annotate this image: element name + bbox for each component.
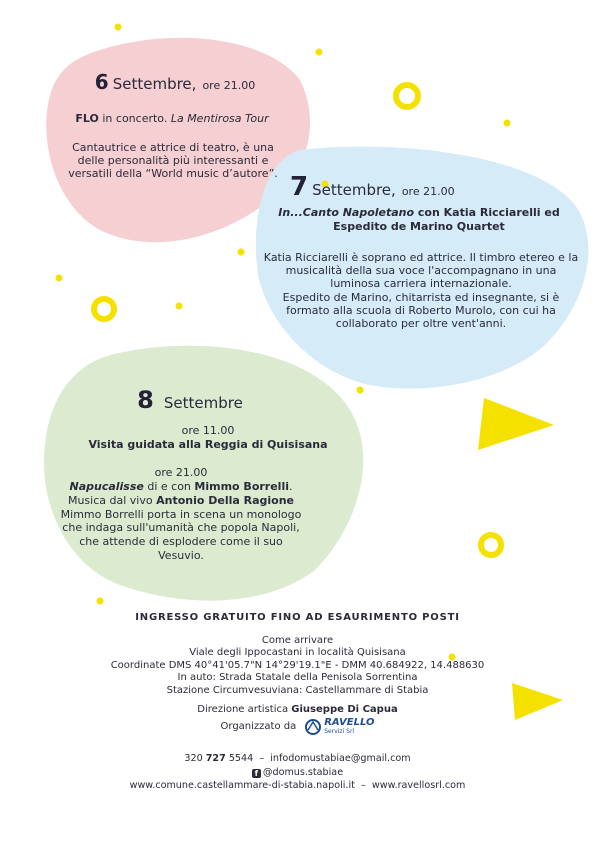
event-1-time: ore 21.00 [202, 79, 256, 92]
event-3-show: Napucalisse [69, 480, 144, 493]
phone-email-line [0, 752, 595, 766]
address: Viale degli Ippocastani in località Quisisana [189, 647, 406, 659]
social-line [0, 766, 595, 780]
coordinates: Coordinate DMS 40°41'05.7"N 14°29'19.1"E - DMM 40.684922, 14.488630 [110, 659, 485, 671]
ravello-logo-mark [304, 718, 322, 736]
yellow-ring [396, 85, 418, 107]
facebook-icon[interactable]: f [252, 769, 261, 778]
event-1-description: Cantautrice e attrice di teatro, è una delle personalità più interessanti e versatili della “World music d’autore”. [68, 141, 278, 181]
yellow-dot [316, 49, 323, 56]
event-1-day: 6 [94, 70, 109, 94]
entry-notice: INGRESSO GRATUITO FINO AD ESAURIMENTO POSTI [135, 612, 460, 623]
event-3-author: Mimmo Borrelli [194, 480, 289, 493]
yellow-dot [56, 275, 63, 282]
logo-text: RAVELLO [324, 717, 375, 729]
direction-name: Giuseppe Di Capua [291, 703, 398, 715]
separator: – [259, 753, 265, 765]
phone-bold: 727 [205, 753, 226, 765]
event-1-artist: FLO [75, 112, 99, 125]
event-2-show: In...Canto Napoletano [278, 206, 415, 219]
event-1-tour: La Mentirosa Tour [170, 112, 269, 125]
event-1-date [60, 70, 290, 94]
event-2-description: Katia Ricciarelli è soprano ed attrice. Il timbro etereo e la musicalità della sua voce l'accompagnano in una luminosa carriera internazionale. Espedito de Marino, chitarrista ed insegnante, si è formato alla scuola di Roberto Murolo, con cui ha collaborato per oltre vent'anni. [263, 251, 579, 331]
event-3-show-rest: di e con [143, 480, 195, 493]
yellow-triangle [478, 398, 554, 450]
social-handle[interactable]: @domus.stabiae [262, 766, 344, 778]
yellow-dot [176, 303, 183, 310]
event-2-date [290, 172, 500, 202]
event-3-time-morning: ore 11.00 [181, 424, 235, 437]
event-3-date [110, 386, 270, 414]
yellow-ring [481, 535, 501, 555]
website-comune-link[interactable]: www.comune.castellammare-di-stabia.napoli.it [129, 780, 355, 792]
artistic-direction [0, 704, 595, 717]
websites-line [0, 779, 595, 793]
organized-by-label: Organizzato da [220, 720, 297, 732]
event-2-day: 7 [290, 172, 309, 202]
event-3-description: Mimmo Borrelli porta in scena un monologo che indaga sull'umanità che popola Napoli, che attende di esplodere come il suo Vesuvio. [60, 507, 302, 562]
event-3-musician: Antonio Della Ragione [156, 493, 295, 507]
event-1-title [52, 112, 292, 125]
organizer-row [0, 718, 595, 736]
email-link[interactable]: infodomustabiae@gmail.com [270, 753, 411, 765]
by-car: In auto: Strada Statale della Penisola Sorrentina [177, 672, 418, 684]
event-3-month: Settembre [163, 394, 243, 412]
event-2-title-rest: con Katia Ricciarelli ed Espedito de Marino Quartet [333, 206, 560, 233]
event-2-title [276, 206, 562, 234]
event-1-month: Settembre, [112, 75, 197, 93]
logo-subtext: Servizi Srl [324, 728, 355, 736]
website-ravello-link[interactable]: www.ravellosrl.com [371, 780, 466, 792]
direction-label: Direzione artistica [197, 703, 292, 715]
phone-prefix: 320 [184, 753, 206, 765]
footer [0, 612, 595, 793]
event-2-month: Settembre, [312, 181, 396, 199]
event-3-music-pre: Musica dal vivo [67, 493, 157, 507]
yellow-ring [94, 299, 114, 319]
train-station: Stazione Circumvesuviana: Castellammare di Stabia [166, 684, 429, 696]
separator: – [361, 780, 366, 792]
event-3-music-line [56, 494, 306, 508]
yellow-dot [115, 24, 122, 31]
event-3-day: 8 [137, 386, 154, 414]
ravello-logo [304, 718, 374, 736]
phone-suffix: 5544 [225, 753, 254, 765]
yellow-dot [238, 249, 245, 256]
event-3-show-line: Napucalisse di e con Mimmo Borrelli. [69, 480, 293, 493]
event-1-title-rest: in concerto. [98, 112, 171, 125]
event-2-time: ore 21.00 [401, 185, 455, 198]
yellow-dot [97, 598, 104, 605]
event-3-details [56, 480, 306, 563]
contacts [0, 752, 595, 793]
yellow-dot [504, 120, 511, 127]
yellow-dot [357, 387, 364, 394]
how-to-arrive-title: Come arrivare [261, 634, 334, 646]
event-3-time-evening: ore 21.00 [154, 466, 208, 479]
event-3-guided-visit: Visita guidata alla Reggia di Quisisana [88, 438, 328, 451]
